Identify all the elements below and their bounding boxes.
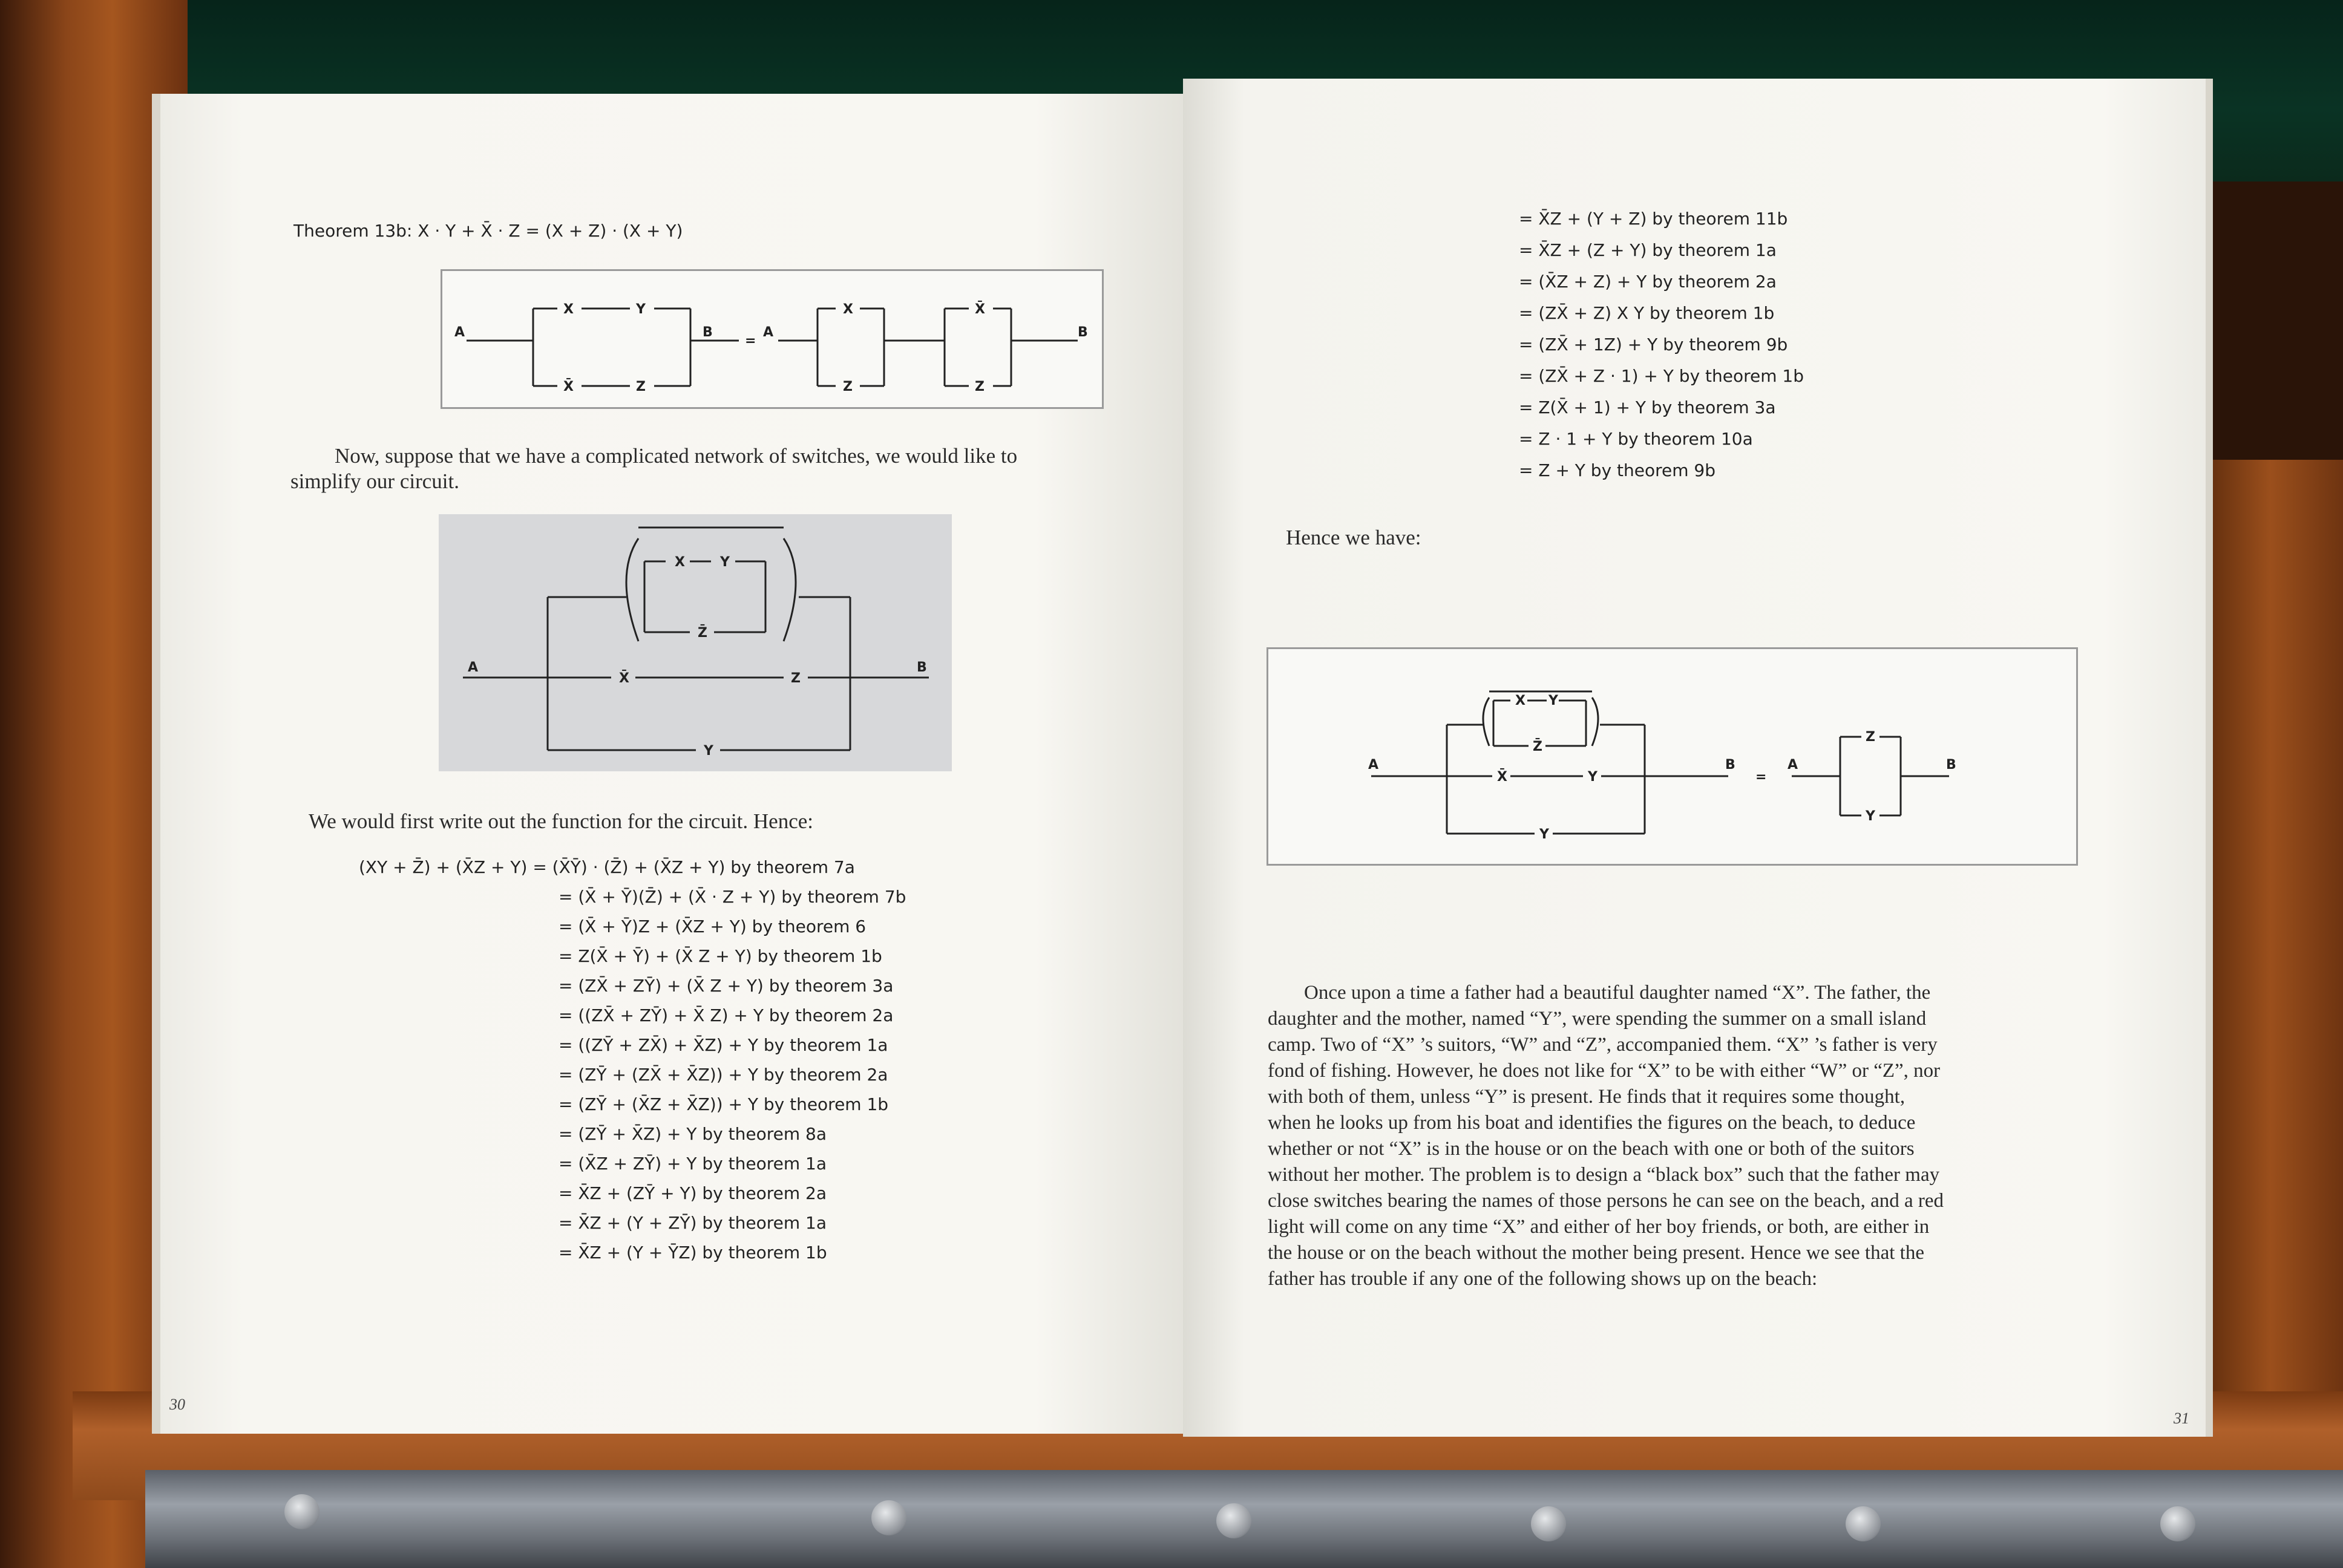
derivation-line-10: = (ZȲ + X̄Z) + Y by theorem 8a	[559, 1124, 827, 1144]
right-derivation-line-6: = (ZX̄ + Z · 1) + Y by theorem 1b	[1519, 366, 1804, 386]
derivation-line-6: = ((ZX̄ + ZȲ) + X̄ Z) + Y by theorem 2a	[559, 1005, 894, 1025]
screw-icon	[2160, 1506, 2195, 1541]
wooden-frame-left	[0, 0, 188, 1568]
story-line-10: light will come on any time “X” and either of her boy friends, or both, are either in	[1268, 1216, 1930, 1238]
circuit1-label-b: B	[703, 325, 713, 340]
circuit-diagram-simplified	[1267, 647, 2078, 866]
story-line-2: daughter and the mother, named “Y”, were spending the summer on a small island	[1268, 1008, 1927, 1030]
right-derivation-line-8: = Z · 1 + Y by theorem 10a	[1519, 429, 1753, 449]
intro-line-1: Now, suppose that we have a complicated network of switches, we would like to	[335, 444, 1018, 468]
derivation-line-5: = (ZX̄ + ZȲ) + (X̄ Z + Y) by theorem 3a	[559, 976, 894, 996]
screw-icon	[871, 1500, 906, 1535]
circuit1-label-y: Y	[636, 302, 646, 317]
story-line-6: when he looks up from his boat and identifies the figures on the beach, to deduce	[1268, 1112, 1916, 1134]
intro-line-2: simplify our circuit.	[290, 469, 459, 493]
right-page	[1183, 79, 2206, 1437]
circuit3-label-xbar: X̄	[1497, 769, 1507, 785]
story-line-4: fond of fishing. However, he does not like for “X” to be with either “W” or “Z”, nor	[1268, 1060, 1941, 1082]
derivation-line-8: = (ZȲ + (ZX̄ + X̄Z)) + Y by theorem 2a	[559, 1065, 888, 1085]
story-line-8: without her mother. The problem is to design a “black box” such that the father may	[1268, 1164, 1940, 1186]
circuit3-label-zbar: Z̄	[1533, 739, 1542, 754]
circuit3r-label-b: B	[1946, 757, 1956, 773]
right-derivation-line-7: = Z(X̄ + 1) + Y by theorem 3a	[1519, 397, 1776, 417]
derivation-line-13: = X̄Z + (Y + ZȲ) by theorem 1a	[559, 1213, 827, 1233]
derivation-line-3: = (X̄ + Ȳ)Z + (X̄Z + Y) by theorem 6	[559, 916, 867, 936]
story-line-7: whether or not “X” is in the house or on the beach with one or both of the suitors	[1268, 1138, 1915, 1160]
circuit2-label-x: X	[675, 555, 685, 570]
story-line-1: Once upon a time a father had a beautiful daughter named “X”. The father, the	[1304, 982, 1931, 1004]
screw-icon	[1216, 1503, 1251, 1538]
right-derivation-line-1: = X̄Z + (Y + Z) by theorem 11b	[1519, 209, 1788, 229]
circuit3-label-x: X	[1515, 693, 1525, 708]
hence-we-have: Hence we have:	[1286, 526, 1421, 549]
circuit1r-label-b: B	[1078, 325, 1088, 340]
right-derivation-line-2: = X̄Z + (Z + Y) by theorem 1a	[1519, 240, 1777, 260]
screw-icon	[1531, 1506, 1566, 1541]
circuit1r-label-a: A	[763, 325, 774, 340]
page-number-right: 31	[2174, 1410, 2189, 1427]
circuit1-label-xbar: X̄	[563, 379, 574, 394]
right-derivation-line-3: = (X̄Z + Z) + Y by theorem 2a	[1519, 272, 1777, 292]
derivation-line-1: (XY + Z̄) + (X̄Z + Y) = (X̄Ȳ) · (Z̄̄) + (X̄Z + Y) by theorem 7a	[359, 857, 855, 877]
circuit1r-label-z: Z	[843, 379, 853, 394]
circuit1r-label-x: X	[843, 302, 853, 317]
circuit1r-label-xbar: X̄	[975, 302, 985, 317]
right-derivation-line-4: = (ZX̄ + Z) X Y by theorem 1b	[1519, 303, 1775, 323]
circuit3-label-ymid: Y	[1588, 769, 1598, 785]
circuit2-label-a: A	[468, 660, 479, 675]
circuit3-label-a: A	[1368, 757, 1379, 773]
circuit2-label-y: Y	[720, 555, 730, 570]
screw-icon	[1846, 1506, 1881, 1541]
function-intro: We would first write out the function for the circuit. Hence:	[309, 809, 814, 833]
story-line-3: camp. Two of “X” ’s suitors, “W” and “Z”, accompanied them. “X” ’s father is very	[1268, 1034, 1938, 1056]
circuit3r-label-y: Y	[1866, 809, 1875, 824]
circuit2-label-zbar: Z̄	[698, 626, 707, 641]
story-line-5: with both of them, unless “Y” is present. He finds that it requires some thought,	[1268, 1086, 1906, 1108]
derivation-line-9: = (ZȲ + (X̄Z + X̄Z)) + Y by theorem 1b	[559, 1094, 889, 1114]
story-line-9: close switches bearing the names of those persons he can see on the beach, and a red	[1268, 1190, 1944, 1212]
screw-icon	[284, 1494, 320, 1529]
circuit3-label-ybot: Y	[1539, 827, 1549, 842]
circuit3r-label-a: A	[1788, 757, 1798, 773]
circuit2-label-bottom-y: Y	[704, 743, 713, 759]
circuit-diagram-theorem-13b	[441, 269, 1104, 409]
circuit-diagram-complex-network	[439, 514, 952, 771]
circuit2-label-b: B	[917, 660, 927, 675]
story-line-11: the house or on the beach without the mother being present. Hence we see that the	[1268, 1242, 1924, 1264]
circuit1r-label-z2: Z	[975, 379, 985, 394]
theorem-heading: Theorem 13b: X · Y + X̄ · Z = (X + Z) · (X + Y)	[293, 221, 683, 241]
right-derivation-line-9: = Z + Y by theorem 9b	[1519, 460, 1716, 480]
circuit1-label-z: Z	[636, 379, 646, 394]
derivation-line-4: = Z(X̄ + Ȳ) + (X̄ Z + Y) by theorem 1b	[559, 946, 882, 966]
metal-hinge	[145, 1470, 2343, 1568]
circuit3-label-b: B	[1725, 757, 1735, 773]
derivation-line-7: = ((ZȲ + ZX̄) + X̄Z) + Y by theorem 1a	[559, 1035, 888, 1055]
left-page	[160, 94, 1189, 1434]
derivation-line-2: = (X̄ + Ȳ)(Z̄̄) + (X̄ · Z + Y) by theorem 7b	[559, 887, 906, 907]
circuit3r-label-z: Z	[1866, 730, 1875, 745]
derivation-line-12: = X̄Z + (ZȲ + Y) by theorem 2a	[559, 1183, 827, 1203]
circuit3-label-y: Y	[1548, 693, 1558, 708]
page-number-left: 30	[169, 1396, 185, 1413]
right-derivation-line-5: = (ZX̄ + 1Z) + Y by theorem 9b	[1519, 335, 1788, 354]
story-line-12: father has trouble if any one of the following shows up on the beach:	[1268, 1268, 1818, 1290]
circuit2-label-xbar: X̄	[619, 671, 629, 686]
derivation-line-14: = X̄Z + (Y + ȲZ) by theorem 1b	[559, 1243, 827, 1263]
circuit3-equals: =	[1755, 769, 1767, 785]
circuit2-label-z: Z	[791, 671, 801, 686]
circuit1-label-x: X	[563, 302, 574, 317]
circuit1-label-a: A	[454, 325, 465, 340]
circuit1-equals: =	[745, 333, 756, 348]
derivation-line-11: = (X̄Z + ZȲ) + Y by theorem 1a	[559, 1154, 827, 1174]
